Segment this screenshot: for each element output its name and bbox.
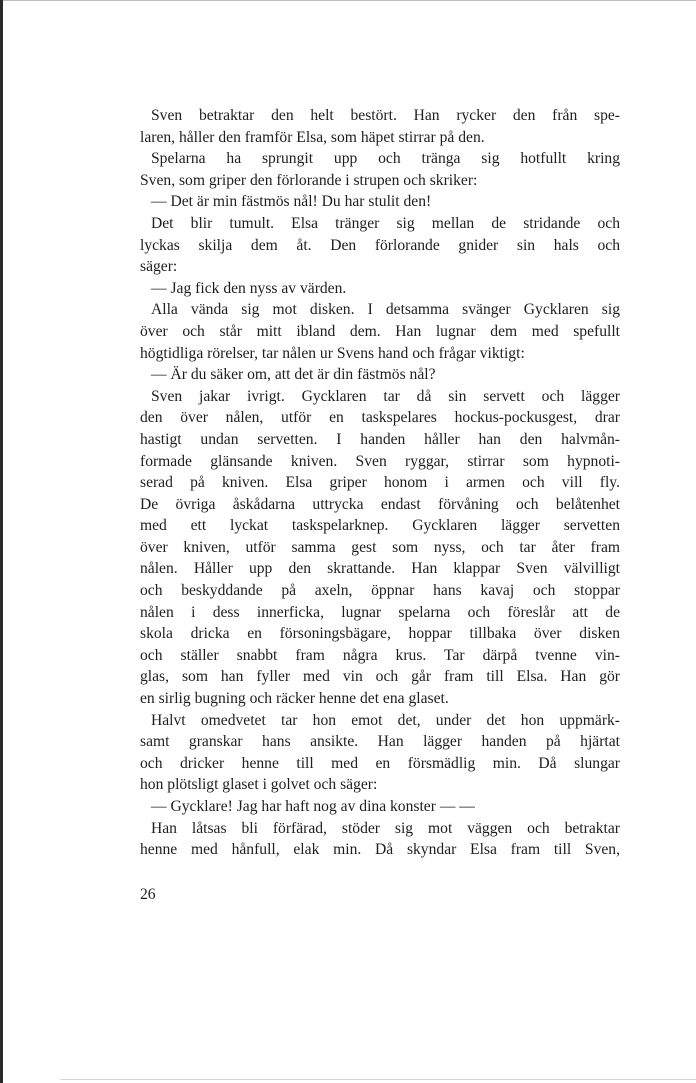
text-line: och ställer snabbt fram några krus. Tar därpå tvenne vin- xyxy=(140,646,620,664)
text-line: — Är du säker om, att det är din fästmös nål? xyxy=(151,366,436,384)
text-line: Sven jakar ivrigt. Gycklaren tar då sin servett och lägger xyxy=(151,387,620,405)
text-line: en sirlig bugning och räcker henne det ena glaset. xyxy=(140,690,449,708)
text-line: Sven betraktar den helt bestört. Han rycker den från spe- xyxy=(151,107,620,124)
page-body-text xyxy=(140,105,620,861)
text-line: nålen. Håller upp den skrattande. Han klappar Sven välvilligt xyxy=(140,560,620,578)
text-line: hastigt undan servetten. I handen håller han den halvmån- xyxy=(140,430,620,448)
text-line: med ett lyckat taskspelarknep. Gycklaren lägger servetten xyxy=(140,517,620,535)
text-line: över och står mitt ibland dem. Han lugnar dem med spefullt xyxy=(140,322,620,340)
text-line: Sven, som griper den förlorande i strupen och skriker: xyxy=(140,171,478,189)
text-line: nålen i dess innerficka, lugnar spelarna och föreslår att de xyxy=(140,603,620,621)
text-line: glas, som han fyller med vin och går fram till Elsa. Han gör xyxy=(140,668,620,686)
text-line: — Jag fick den nyss av värden. xyxy=(151,279,347,297)
text-line: Alla vända sig mot disken. I detsamma svänger Gycklaren sig xyxy=(151,301,620,319)
text-line: formade glänsande kniven. Sven ryggar, stirrar som hypnoti- xyxy=(140,452,620,470)
text-line: Spelarna ha sprungit upp och tränga sig hotfullt kring xyxy=(151,150,620,168)
text-line: och beskyddande på axeln, öppnar hans kavaj och stoppar xyxy=(140,582,620,600)
text-line: säger: xyxy=(140,258,178,276)
text-line: hon plötsligt glaset i golvet och säger: xyxy=(140,776,378,794)
scan-edge-bottom xyxy=(60,1079,696,1080)
text-line: henne med hånfull, elak min. Då skyndar Elsa fram till Sven, xyxy=(140,841,620,859)
scan-edge-left xyxy=(0,0,3,1083)
text-line: De övriga åskådarna uttrycka endast förvåning och belåtenhet xyxy=(140,495,620,513)
text-line: — Gycklare! Jag har haft nog av dina konster — — xyxy=(151,798,475,815)
text-line: Halvt omedvetet tar hon emot det, under det hon uppmärk- xyxy=(151,711,620,729)
text-line: och dricker henne till med en försmädlig min. Då slungar xyxy=(140,754,620,772)
text-line: Det blir tumult. Elsa tränger sig mellan de stridande och xyxy=(151,214,620,232)
text-line: högtidliga rörelser, tar nålen ur Svens hand och frågar viktigt: xyxy=(140,344,525,362)
scan-edge-top xyxy=(0,0,696,1)
text-line: serad på kniven. Elsa griper honom i armen och vill fly. xyxy=(140,474,620,492)
text-line: — Det är min fästmös nål! Du har stulit den! xyxy=(151,193,432,211)
page-number: 26 xyxy=(140,886,156,903)
text-line: skola dricka en försoningsbägare, hoppar tillbaka över disken xyxy=(140,625,620,643)
text-line: den över nålen, utför en taskspelares hockus-pockusgest, drar xyxy=(140,409,620,427)
text-line: lyckas skilja dem åt. Den förlorande gnider sin hals och xyxy=(140,236,620,254)
text-line: över kniven, utför samma gest som nyss, och tar åter fram xyxy=(140,538,620,556)
text-line: samt granskar hans ansikte. Han lägger handen på hjärtat xyxy=(140,733,620,751)
text-line: Han låtsas bli förfärad, stöder sig mot väggen och betraktar xyxy=(151,819,620,837)
text-line: laren, håller den framför Elsa, som häpet stirrar på den. xyxy=(140,128,485,146)
